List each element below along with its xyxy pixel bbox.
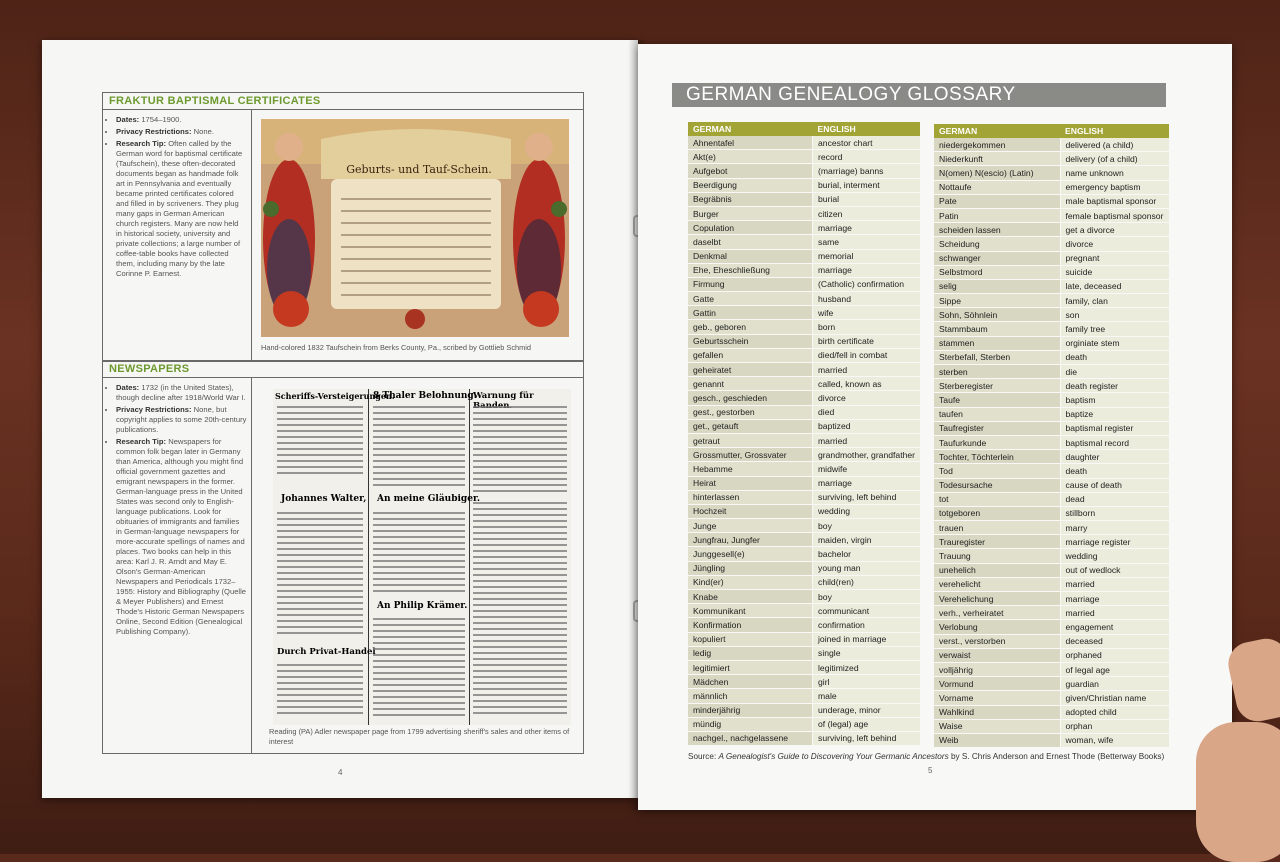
english-term: married: [1060, 577, 1169, 591]
english-term: wedding: [1060, 549, 1169, 563]
german-term: gefallen: [688, 348, 813, 362]
english-term: underage, minor: [813, 703, 920, 717]
english-term: son: [1060, 308, 1169, 322]
glossary-row: [688, 547, 920, 561]
glossary-row: [688, 249, 920, 263]
glossary-row: [688, 561, 920, 575]
german-term: Ahnentafel: [688, 136, 813, 150]
glossary-row: [688, 192, 920, 206]
german-term: Tochter, Töchterlein: [934, 450, 1060, 464]
german-term: get., getauft: [688, 419, 813, 433]
glossary-row: [688, 504, 920, 518]
german-term: verh., verheiratet: [934, 606, 1060, 620]
glossary-row: [688, 433, 920, 447]
english-term: ancestor chart: [813, 136, 920, 150]
english-term: died: [813, 405, 920, 419]
english-term: late, deceased: [1060, 279, 1169, 293]
english-term: delivered (a child): [1060, 138, 1169, 152]
english-term: marriage: [813, 221, 920, 235]
german-term: stammen: [934, 336, 1060, 350]
newspapers-section-title: NEWSPAPERS: [109, 363, 190, 375]
english-term: engagement: [1060, 620, 1169, 634]
english-term: orphan: [1060, 719, 1169, 733]
newspapers-section: [102, 360, 584, 754]
german-term: Hebamme: [688, 462, 813, 476]
glossary-row: [934, 237, 1169, 251]
glossary-row: [934, 705, 1169, 719]
glossary-row: [688, 533, 920, 547]
left-page: [42, 40, 638, 798]
english-term: died/fell in combat: [813, 348, 920, 362]
glossary-row: [934, 691, 1169, 705]
taufschein-heading: Geburts- und Tauf-Schein.: [346, 163, 492, 176]
german-term: Taufe: [934, 393, 1060, 407]
glossary-row: [688, 306, 920, 320]
english-term: wedding: [813, 504, 920, 518]
english-term: husband: [813, 292, 920, 306]
english-term: boy: [813, 519, 920, 533]
english-term: adopted child: [1060, 705, 1169, 719]
glossary-row: [934, 251, 1169, 265]
english-term: communicant: [813, 604, 920, 618]
glossary-title: GERMAN GENEALOGY GLOSSARY: [672, 83, 1166, 107]
german-term: Burger: [688, 206, 813, 220]
english-term: girl: [813, 675, 920, 689]
german-term: volljährig: [934, 662, 1060, 676]
newspapers-info: • Dates: 1732 (in the United States), though decline after 1918/World War I. • Privacy Restrictions: None, but copyright applies to some 20th-century publications. • Research Tip: Newspapers for common folk began later in Germany than America, although you might find official government gazettes and emigrant newspapers in the former. German-language press in the United States was second only to English-language publications. Look for obituaries of immigrants and families in German-language newspapers for more-accurate spellings of names and places. Two books can help in this area: Karl J. R. Arndt and May E. Olson's German-American Newspapers and Periodicals 1732–1955: History and Bibliography (Quelle & Meyer Publishers) and Ernest Thode's Historic German Newspapers Online, Second Edition (Genealogical Publishing Company).: [107, 383, 247, 639]
glossary-row: [688, 575, 920, 589]
glossary-row: [934, 407, 1169, 421]
german-term: verst., verstorben: [934, 634, 1060, 648]
glossary-row: [688, 178, 920, 192]
english-term: marriage: [813, 476, 920, 490]
english-term: dead: [1060, 492, 1169, 506]
german-term: verwaist: [934, 648, 1060, 662]
glossary-row: [688, 391, 920, 405]
english-term: cause of death: [1060, 478, 1169, 492]
german-term: Verlobung: [934, 620, 1060, 634]
english-term: married: [813, 433, 920, 447]
german-term: selig: [934, 279, 1060, 293]
glossary-row: [934, 138, 1169, 152]
german-term: Taufregister: [934, 421, 1060, 435]
german-term: Wahlkind: [934, 705, 1060, 719]
english-term: baptized: [813, 419, 920, 433]
english-term: boy: [813, 590, 920, 604]
thumb-lower: [1196, 722, 1280, 862]
glossary-row: [934, 506, 1169, 520]
fraktur-section: [102, 92, 584, 362]
glossary-row: [688, 292, 920, 306]
english-term: marry: [1060, 521, 1169, 535]
glossary-row: [688, 405, 920, 419]
english-term: born: [813, 320, 920, 334]
glossary-row: [688, 731, 920, 745]
german-term: totgeboren: [934, 506, 1060, 520]
news-heading-2: 8 Thaler Belohnung.: [373, 391, 477, 401]
english-term: surviving, left behind: [813, 490, 920, 504]
german-term: Trauung: [934, 549, 1060, 563]
german-term: Waise: [934, 719, 1060, 733]
english-term: birth certificate: [813, 334, 920, 348]
english-term: married: [813, 363, 920, 377]
english-term: called, known as: [813, 377, 920, 391]
glossary-row: [688, 675, 920, 689]
english-term: confirmation: [813, 618, 920, 632]
german-term: Taufurkunde: [934, 435, 1060, 449]
taufschein-image: [261, 119, 569, 337]
glossary-row: [934, 521, 1169, 535]
glossary-row: [934, 322, 1169, 336]
german-term: trauen: [934, 521, 1060, 535]
english-term: (Catholic) confirmation: [813, 277, 920, 291]
german-term: schwanger: [934, 251, 1060, 265]
glossary-row: [934, 677, 1169, 691]
german-term: verehelicht: [934, 577, 1060, 591]
english-term: joined in marriage: [813, 632, 920, 646]
news-heading-6: An Philip Krämer.: [377, 601, 468, 611]
english-term: child(ren): [813, 575, 920, 589]
english-term: of legal age: [1060, 662, 1169, 676]
german-term: männlich: [688, 689, 813, 703]
col-english-header: ENGLISH: [813, 122, 920, 136]
english-term: legitimized: [813, 660, 920, 674]
german-term: Beerdigung: [688, 178, 813, 192]
german-term: Vormund: [934, 677, 1060, 691]
german-term: Konfirmation: [688, 618, 813, 632]
german-term: Grossmutter, Grossvater: [688, 448, 813, 462]
glossary-row: [934, 549, 1169, 563]
col-german-header: GERMAN: [934, 124, 1060, 138]
glossary-row: [934, 634, 1169, 648]
glossary-row: [934, 492, 1169, 506]
fraktur-info: • Dates: 1754–1900. • Privacy Restrictions: None. • Research Tip: Often called by the German word for baptismal certificate (Taufschein), these often-decorated documents began as handmade folk art in Pennsylvania and eventually became printed certificates colored and filled in by scriveners. They plug many gaps in German American church registers. Many are now held in historical society, university and private collections; a large number of coffee-table books have collected them, including many by the late Corinne P. Earnest.: [107, 115, 245, 281]
english-term: surviving, left behind: [813, 731, 920, 745]
english-term: out of wedlock: [1060, 563, 1169, 577]
german-term: Weib: [934, 733, 1060, 747]
german-term: Verehelichung: [934, 592, 1060, 606]
glossary-row: [688, 632, 920, 646]
english-term: baptismal register: [1060, 421, 1169, 435]
german-term: sterben: [934, 365, 1060, 379]
english-term: (marriage) banns: [813, 164, 920, 178]
english-term: family tree: [1060, 322, 1169, 336]
german-term: Sterbefall, Sterben: [934, 350, 1060, 364]
german-term: Begräbnis: [688, 192, 813, 206]
german-term: Geburtsschein: [688, 334, 813, 348]
german-term: daselbt: [688, 235, 813, 249]
german-term: Scheidung: [934, 237, 1060, 251]
german-term: gest., gestorben: [688, 405, 813, 419]
german-term: Gatte: [688, 292, 813, 306]
glossary-row: [934, 606, 1169, 620]
german-term: Todesursache: [934, 478, 1060, 492]
german-term: Junggesell(e): [688, 547, 813, 561]
glossary-row: [688, 235, 920, 249]
english-term: emergency baptism: [1060, 180, 1169, 194]
english-term: male baptismal sponsor: [1060, 194, 1169, 208]
german-term: scheiden lassen: [934, 223, 1060, 237]
english-term: memorial: [813, 249, 920, 263]
glossary-row: [688, 703, 920, 717]
glossary-row: [688, 519, 920, 533]
german-term: ledig: [688, 646, 813, 660]
glossary-row: [934, 223, 1169, 237]
english-term: maiden, virgin: [813, 533, 920, 547]
glossary-row: [688, 490, 920, 504]
glossary-row: [688, 660, 920, 674]
german-term: Gattin: [688, 306, 813, 320]
english-term: same: [813, 235, 920, 249]
glossary-row: [688, 206, 920, 220]
glossary-row: [934, 733, 1169, 747]
glossary-row: [688, 646, 920, 660]
english-term: baptize: [1060, 407, 1169, 421]
glossary-row: [688, 604, 920, 618]
german-term: kopuliert: [688, 632, 813, 646]
glossary-row: [934, 166, 1169, 180]
newspaper-image: [273, 389, 571, 725]
glossary-row: [688, 462, 920, 476]
glossary-row: [934, 620, 1169, 634]
english-term: marriage register: [1060, 535, 1169, 549]
source-note: Source: A Genealogist's Guide to Discovering Your Germanic Ancestors by S. Chris Anderson and Ernest Thode (Betterway Books): [688, 752, 1165, 761]
english-term: single: [813, 646, 920, 660]
german-term: Kind(er): [688, 575, 813, 589]
glossary-row: [934, 336, 1169, 350]
english-term: given/Christian name: [1060, 691, 1169, 705]
glossary-row: [688, 717, 920, 731]
english-term: death: [1060, 464, 1169, 478]
glossary-row: [688, 136, 920, 150]
english-term: male: [813, 689, 920, 703]
glossary-row: [934, 194, 1169, 208]
news-heading-7: Durch Privat-Handel: [277, 647, 376, 657]
english-term: woman, wife: [1060, 733, 1169, 747]
glossary-row: [688, 618, 920, 632]
col-english-header: ENGLISH: [1060, 124, 1169, 138]
english-term: death: [1060, 350, 1169, 364]
glossary-row: [934, 535, 1169, 549]
glossary-row: [934, 308, 1169, 322]
german-term: Heirat: [688, 476, 813, 490]
english-term: of (legal) age: [813, 717, 920, 731]
german-term: Niederkunft: [934, 152, 1060, 166]
german-term: legitimiert: [688, 660, 813, 674]
german-term: genannt: [688, 377, 813, 391]
german-term: N(omen) N(escio) (Latin): [934, 166, 1060, 180]
english-term: deceased: [1060, 634, 1169, 648]
glossary-row: [934, 648, 1169, 662]
english-term: delivery (of a child): [1060, 152, 1169, 166]
german-term: geb., geboren: [688, 320, 813, 334]
english-term: divorce: [1060, 237, 1169, 251]
german-term: mündig: [688, 717, 813, 731]
english-term: name unknown: [1060, 166, 1169, 180]
glossary-row: [934, 393, 1169, 407]
german-term: Jüngling: [688, 561, 813, 575]
glossary-row: [934, 265, 1169, 279]
glossary-row: [688, 363, 920, 377]
glossary-row: [688, 334, 920, 348]
glossary-row: [688, 150, 920, 164]
english-term: citizen: [813, 206, 920, 220]
glossary-row: [688, 221, 920, 235]
glossary-row: [688, 590, 920, 604]
english-term: baptismal record: [1060, 435, 1169, 449]
german-term: Pate: [934, 194, 1060, 208]
german-term: Knabe: [688, 590, 813, 604]
glossary-row: [934, 435, 1169, 449]
glossary-row: [934, 180, 1169, 194]
german-term: hinterlassen: [688, 490, 813, 504]
german-term: Aufgebot: [688, 164, 813, 178]
german-term: Copulation: [688, 221, 813, 235]
glossary-row: [934, 450, 1169, 464]
german-term: gesch., geschieden: [688, 391, 813, 405]
news-heading-1: Scheriffs-Versteigerungen.: [275, 391, 395, 401]
glossary-row: [688, 320, 920, 334]
german-term: Sterberegister: [934, 379, 1060, 393]
glossary-row: [934, 563, 1169, 577]
german-term: unehelich: [934, 563, 1060, 577]
english-term: stillborn: [1060, 506, 1169, 520]
glossary-row: [934, 464, 1169, 478]
german-term: nachgel., nachgelassene: [688, 731, 813, 745]
english-term: orphaned: [1060, 648, 1169, 662]
glossary-row: [688, 164, 920, 178]
german-term: Junge: [688, 519, 813, 533]
glossary-row: [934, 152, 1169, 166]
german-term: getraut: [688, 433, 813, 447]
glossary-row: [934, 350, 1169, 364]
english-term: death register: [1060, 379, 1169, 393]
english-term: female baptismal sponsor: [1060, 208, 1169, 222]
col-german-header: GERMAN: [688, 122, 813, 136]
glossary-row: [688, 476, 920, 490]
glossary-row: [688, 419, 920, 433]
english-term: die: [1060, 365, 1169, 379]
german-term: Sippe: [934, 294, 1060, 308]
page-number-right: 5: [928, 766, 933, 775]
glossary-row: [688, 689, 920, 703]
german-term: Akt(e): [688, 150, 813, 164]
glossary-row: [934, 662, 1169, 676]
english-term: wife: [813, 306, 920, 320]
english-term: divorce: [813, 391, 920, 405]
english-term: young man: [813, 561, 920, 575]
english-term: married: [1060, 606, 1169, 620]
glossary-row: [934, 379, 1169, 393]
german-term: Hochzeit: [688, 504, 813, 518]
glossary-row: [688, 348, 920, 362]
english-term: marriage: [1060, 592, 1169, 606]
english-term: get a divorce: [1060, 223, 1169, 237]
german-term: Patin: [934, 208, 1060, 222]
english-term: record: [813, 150, 920, 164]
glossary-row: [688, 263, 920, 277]
glossary-row: [688, 448, 920, 462]
german-term: Denkmal: [688, 249, 813, 263]
english-term: baptism: [1060, 393, 1169, 407]
news-heading-5: An meine Gläubiger.: [377, 494, 480, 504]
english-term: pregnant: [1060, 251, 1169, 265]
glossary-row: [934, 421, 1169, 435]
english-term: suicide: [1060, 265, 1169, 279]
glossary-row: [934, 279, 1169, 293]
english-term: burial, interment: [813, 178, 920, 192]
taufschein-caption: Hand-colored 1832 Taufschein from Berks County, Pa., scribed by Gottlieb Schmid: [261, 343, 532, 352]
glossary-row: [934, 577, 1169, 591]
news-heading-4: Johannes Walter,: [281, 494, 367, 504]
german-term: minderjährig: [688, 703, 813, 717]
glossary-row: [934, 592, 1169, 606]
german-term: Firmung: [688, 277, 813, 291]
glossary-row: [934, 365, 1169, 379]
fraktur-section-title: FRAKTUR BAPTISMAL CERTIFICATES: [109, 95, 321, 107]
glossary-row: [934, 208, 1169, 222]
german-term: Nottaufe: [934, 180, 1060, 194]
german-term: niedergekommen: [934, 138, 1060, 152]
english-term: marriage: [813, 263, 920, 277]
english-term: daughter: [1060, 450, 1169, 464]
german-term: Ehe, Eheschließung: [688, 263, 813, 277]
english-term: midwife: [813, 462, 920, 476]
english-term: family, clan: [1060, 294, 1169, 308]
english-term: grandmother, grandfather: [813, 448, 920, 462]
german-term: taufen: [934, 407, 1060, 421]
german-term: Stammbaum: [934, 322, 1060, 336]
german-term: Kommunikant: [688, 604, 813, 618]
german-term: Trauregister: [934, 535, 1060, 549]
glossary-row: [934, 719, 1169, 733]
german-term: Sohn, Söhnlein: [934, 308, 1060, 322]
english-term: bachelor: [813, 547, 920, 561]
german-term: Tod: [934, 464, 1060, 478]
english-term: guardian: [1060, 677, 1169, 691]
glossary-row: [934, 294, 1169, 308]
english-term: orginiate stem: [1060, 336, 1169, 350]
glossary-row: [934, 478, 1169, 492]
german-term: Vorname: [934, 691, 1060, 705]
german-term: Selbstmord: [934, 265, 1060, 279]
german-term: geheiratet: [688, 363, 813, 377]
german-term: Jungfrau, Jungfer: [688, 533, 813, 547]
english-term: burial: [813, 192, 920, 206]
newspaper-caption: Reading (PA) Adler newspaper page from 1799 advertising sheriff's sales and other items of interest: [269, 727, 570, 746]
german-term: Mädchen: [688, 675, 813, 689]
glossary-row: [688, 277, 920, 291]
glossary-row: [688, 377, 920, 391]
glossary-table-1: [688, 122, 920, 746]
german-term: tot: [934, 492, 1060, 506]
glossary-table-2: [934, 124, 1169, 748]
page-number-left: 4: [338, 768, 343, 777]
news-heading-3: Warnung für Banden.: [473, 391, 534, 411]
